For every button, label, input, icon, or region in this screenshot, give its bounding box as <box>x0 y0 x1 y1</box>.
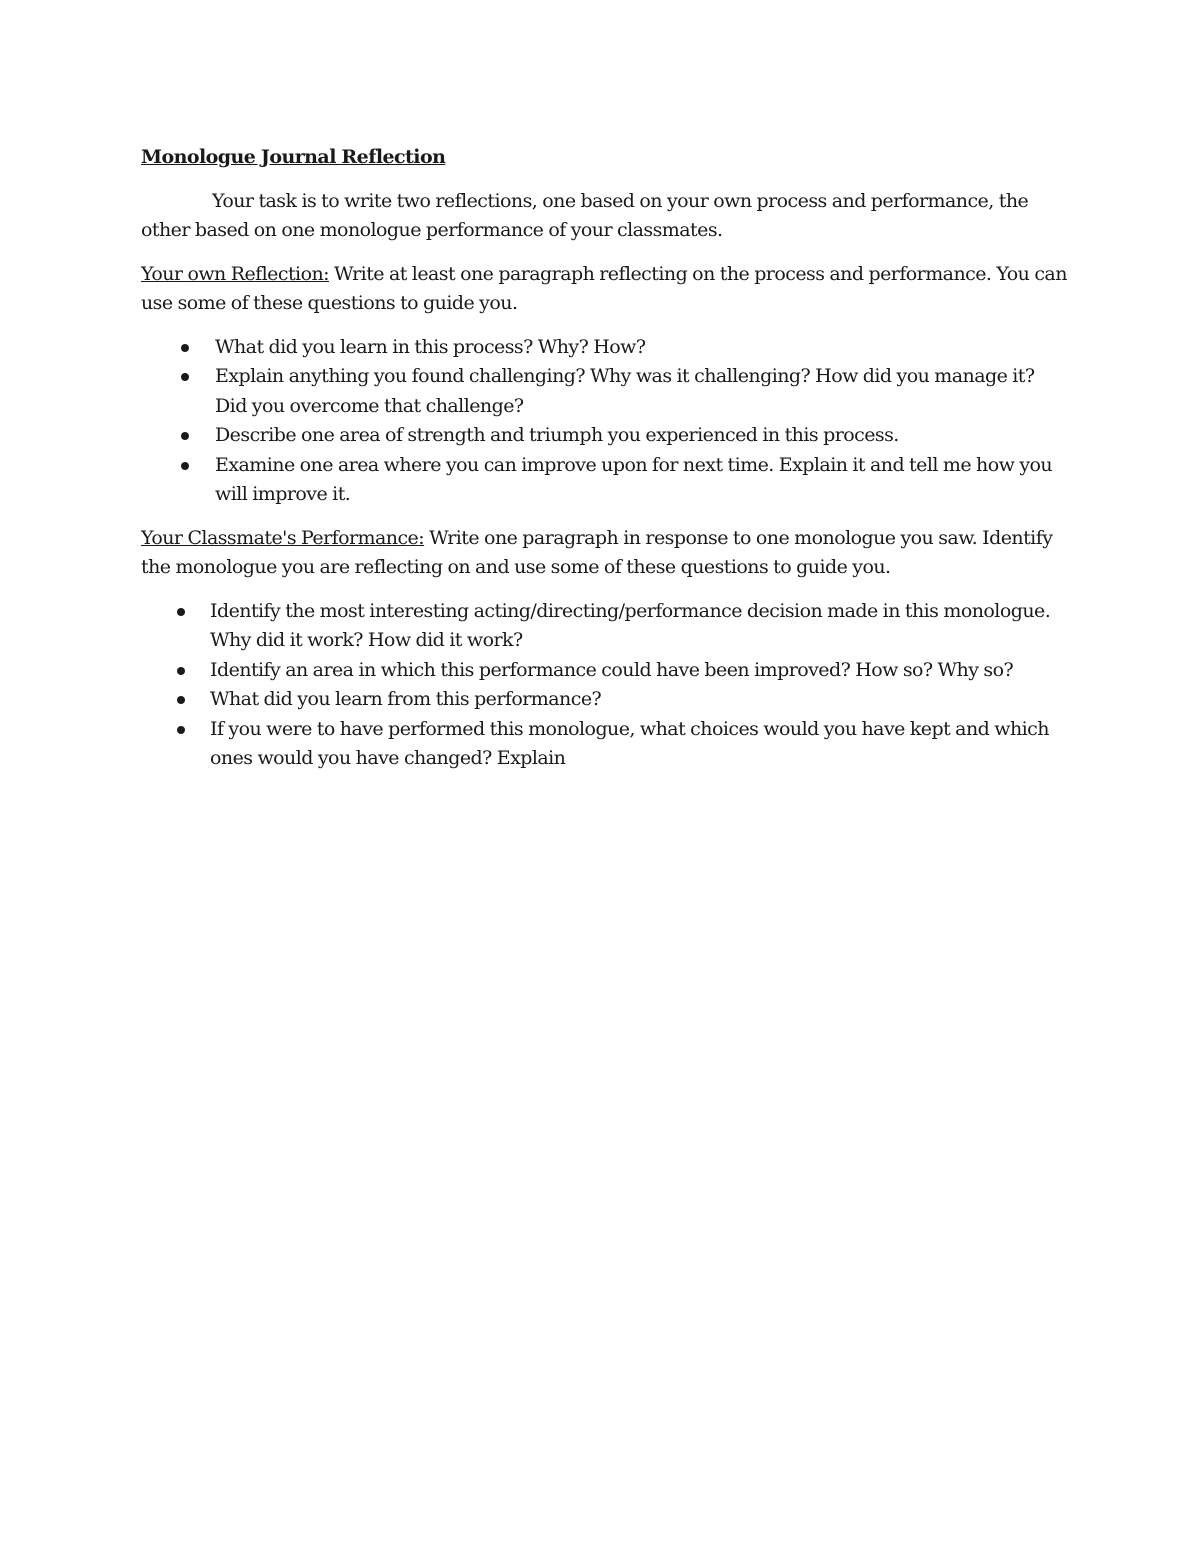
bullet-icon <box>177 667 185 675</box>
bullet-icon <box>177 726 185 734</box>
question-text: Examine one area where you can improve upon for next time. Explain it and tell me how you will improve it. <box>215 453 1053 505</box>
question-text: Identify the most interesting acting/directing/performance decision made in this monologue. Why did it work? How did it work? <box>210 599 1051 651</box>
own-reflection-heading: Your own Reflection: <box>141 262 330 285</box>
question-text: If you were to have performed this monologue, what choices would you have kept and which ones would you have changed? Explain <box>210 717 1049 769</box>
document-title: Monologue Journal Reflection <box>141 146 446 168</box>
list-item <box>141 715 1071 774</box>
classmate-performance-heading: Your Classmate's Performance: <box>141 526 425 549</box>
list-item <box>141 685 1071 715</box>
own-reflection-paragraph <box>141 260 1071 319</box>
question-text: Explain anything you found challenging? Why was it challenging? How did you manage it? Did you overcome that challenge? <box>215 365 1035 417</box>
bullet-icon <box>181 373 189 381</box>
question-text: Describe one area of strength and triumph you experienced in this process. <box>215 424 899 446</box>
own-reflection-questions <box>141 333 1071 510</box>
classmate-performance-questions <box>141 597 1071 774</box>
list-item <box>141 451 1071 510</box>
classmate-performance-text: Write one paragraph in response to one monologue you saw. Identify the monologue you are reflecting on and use some of these questions to guide you. <box>141 526 1053 578</box>
intro-paragraph: Your task is to write two reflections, one based on your own process and performance, the other based on one monologue performance of your classmates. <box>141 189 1029 241</box>
bullet-icon <box>177 608 185 616</box>
bullet-icon <box>177 696 185 704</box>
question-text: What did you learn in this process? Why? How? <box>215 335 646 358</box>
bullet-icon <box>181 462 189 470</box>
question-text: What did you learn from this performance? <box>210 688 602 710</box>
list-item <box>141 421 1071 451</box>
list-item <box>141 656 1071 686</box>
classmate-performance-paragraph <box>141 524 1071 583</box>
question-text: Identify an area in which this performance could have been improved? How so? Why so? <box>210 658 1014 681</box>
bullet-icon <box>181 432 189 440</box>
list-item <box>141 333 1071 363</box>
own-reflection-text: Write at least one paragraph reflecting on the process and performance. You can use some of these questions to guide you. <box>141 262 1067 314</box>
document-body <box>141 143 1071 788</box>
list-item <box>141 597 1071 656</box>
bullet-icon <box>181 344 189 352</box>
list-item <box>141 362 1071 421</box>
